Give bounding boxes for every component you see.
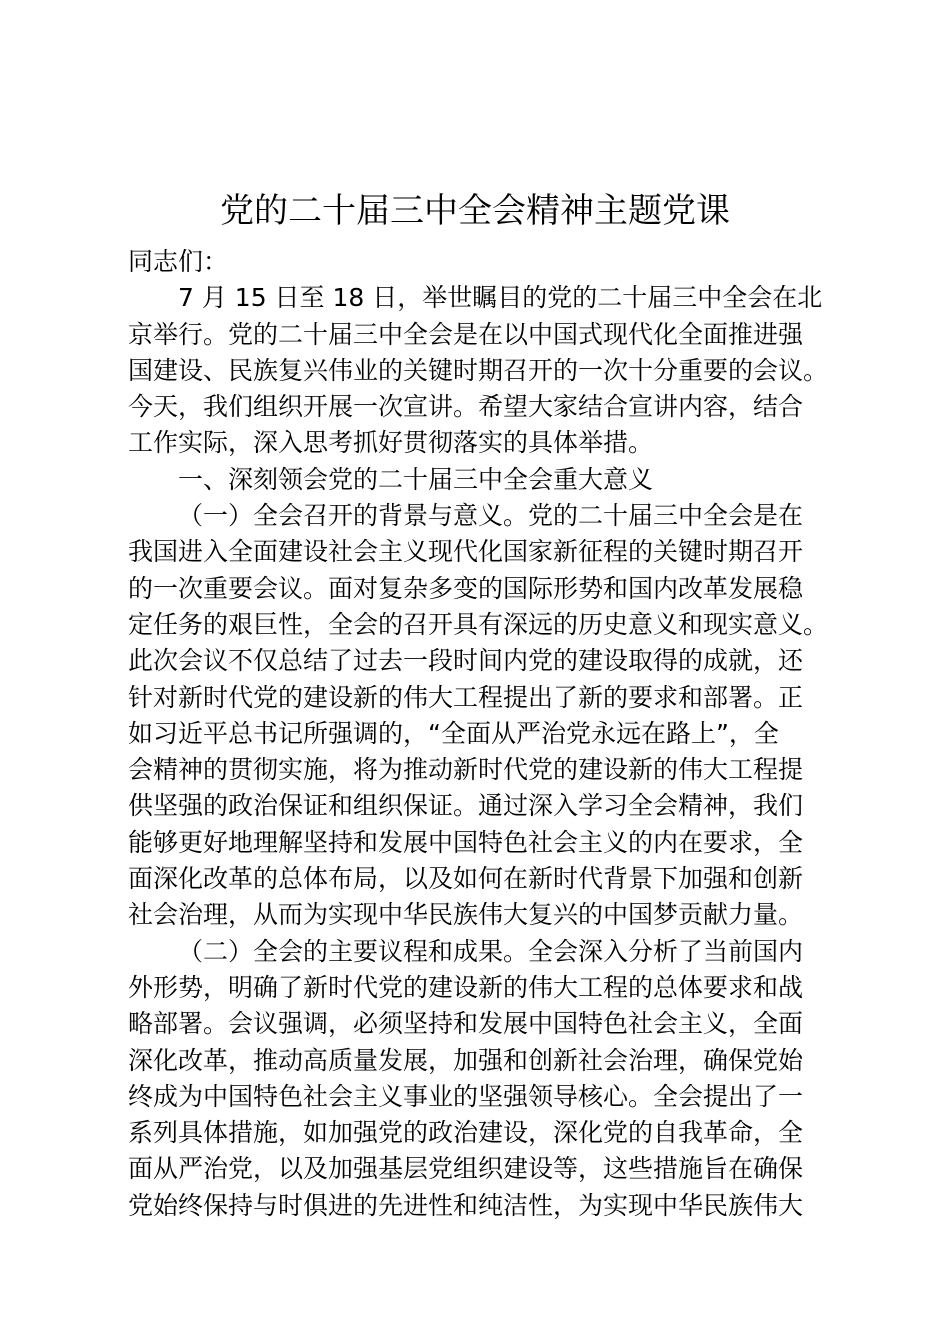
paragraph-line: 工作实际，深入思考抓好贯彻落实的具体举措。 (128, 428, 654, 458)
paragraph-line: 针对新时代党的建设新的伟大工程提出了新的要求和部署。正 (128, 682, 804, 712)
paragraph-line: 供坚强的政治保证和组织保证。通过深入学习全会精神，我们 (128, 791, 804, 821)
document-title: 党的二十届三中全会精神主题党课 (220, 191, 730, 231)
paragraph-line: 今天，我们组织开展一次宣讲。希望大家结合宣讲内容，结合 (128, 392, 804, 422)
paragraph-line: （一）全会召开的背景与意义。党的二十届三中全会是在 (178, 501, 804, 531)
paragraph-line: 此次会议不仅总结了过去一段时间内党的建设取得的成就，还 (128, 646, 804, 676)
paragraph-line: 外形势，明确了新时代党的建设新的伟大工程的总体要求和战 (128, 972, 804, 1002)
paragraph-line: 国建设、民族复兴伟业的关键时期召开的一次十分重要的会议。 (128, 355, 829, 385)
paragraph-line: 略部署。会议强调，必须坚持和发展中国特色社会主义，全面 (128, 1009, 804, 1039)
paragraph-line: 的一次重要会议。面对复杂多变的国际形势和国内改革发展稳 (128, 573, 804, 603)
paragraph-line: 京举行。党的二十届三中全会是在以中国式现代化全面推进强 (128, 319, 804, 349)
paragraph-line: 终成为中国特色社会主义事业的坚强领导核心。全会提出了一 (128, 1081, 804, 1111)
paragraph-line: 系列具体措施，如加强党的政治建设，深化党的自我革命，全 (128, 1118, 804, 1148)
paragraph-line: 定任务的艰巨性，全会的召开具有深远的历史意义和现实意义。 (128, 609, 829, 639)
paragraph-line: 同志们： (128, 247, 229, 276)
paragraph-line: 如习近平总书记所强调的，“全面从严治党永远在路上”，全 (128, 718, 779, 748)
paragraph-line: 能够更好地理解坚持和发展中国特色社会主义的内在要求，全 (128, 827, 804, 857)
paragraph-line: 面从严治党，以及加强基层党组织建设等，这些措施旨在确保 (128, 1154, 804, 1184)
paragraph-line: 会精神的贯彻实施，将为推动新时代党的建设新的伟大工程提 (128, 755, 804, 785)
paragraph-line: 党始终保持与时俱进的先进性和纯洁性，为实现中华民族伟大 (128, 1190, 804, 1220)
paragraph-line: 面深化改革的总体布局，以及如何在新时代背景下加强和创新 (128, 864, 804, 894)
paragraph-line: 7 月 15 日至 18 日，举世瞩目的党的二十届三中全会在北 (178, 283, 823, 313)
document-body (128, 244, 840, 1224)
paragraph-line: （二）全会的主要议程和成果。全会深入分析了当前国内 (178, 936, 804, 966)
paragraph-line: 我国进入全面建设社会主义现代化国家新征程的关键时期召开 (128, 537, 804, 567)
paragraph-line: 社会治理，从而为实现中华民族伟大复兴的中国梦贡献力量。 (128, 900, 804, 930)
paragraph-line: 深化改革，推动高质量发展，加强和创新社会治理，确保党始 (128, 1045, 804, 1075)
paragraph-line: 一、深刻领会党的二十届三中全会重大意义 (178, 464, 654, 494)
